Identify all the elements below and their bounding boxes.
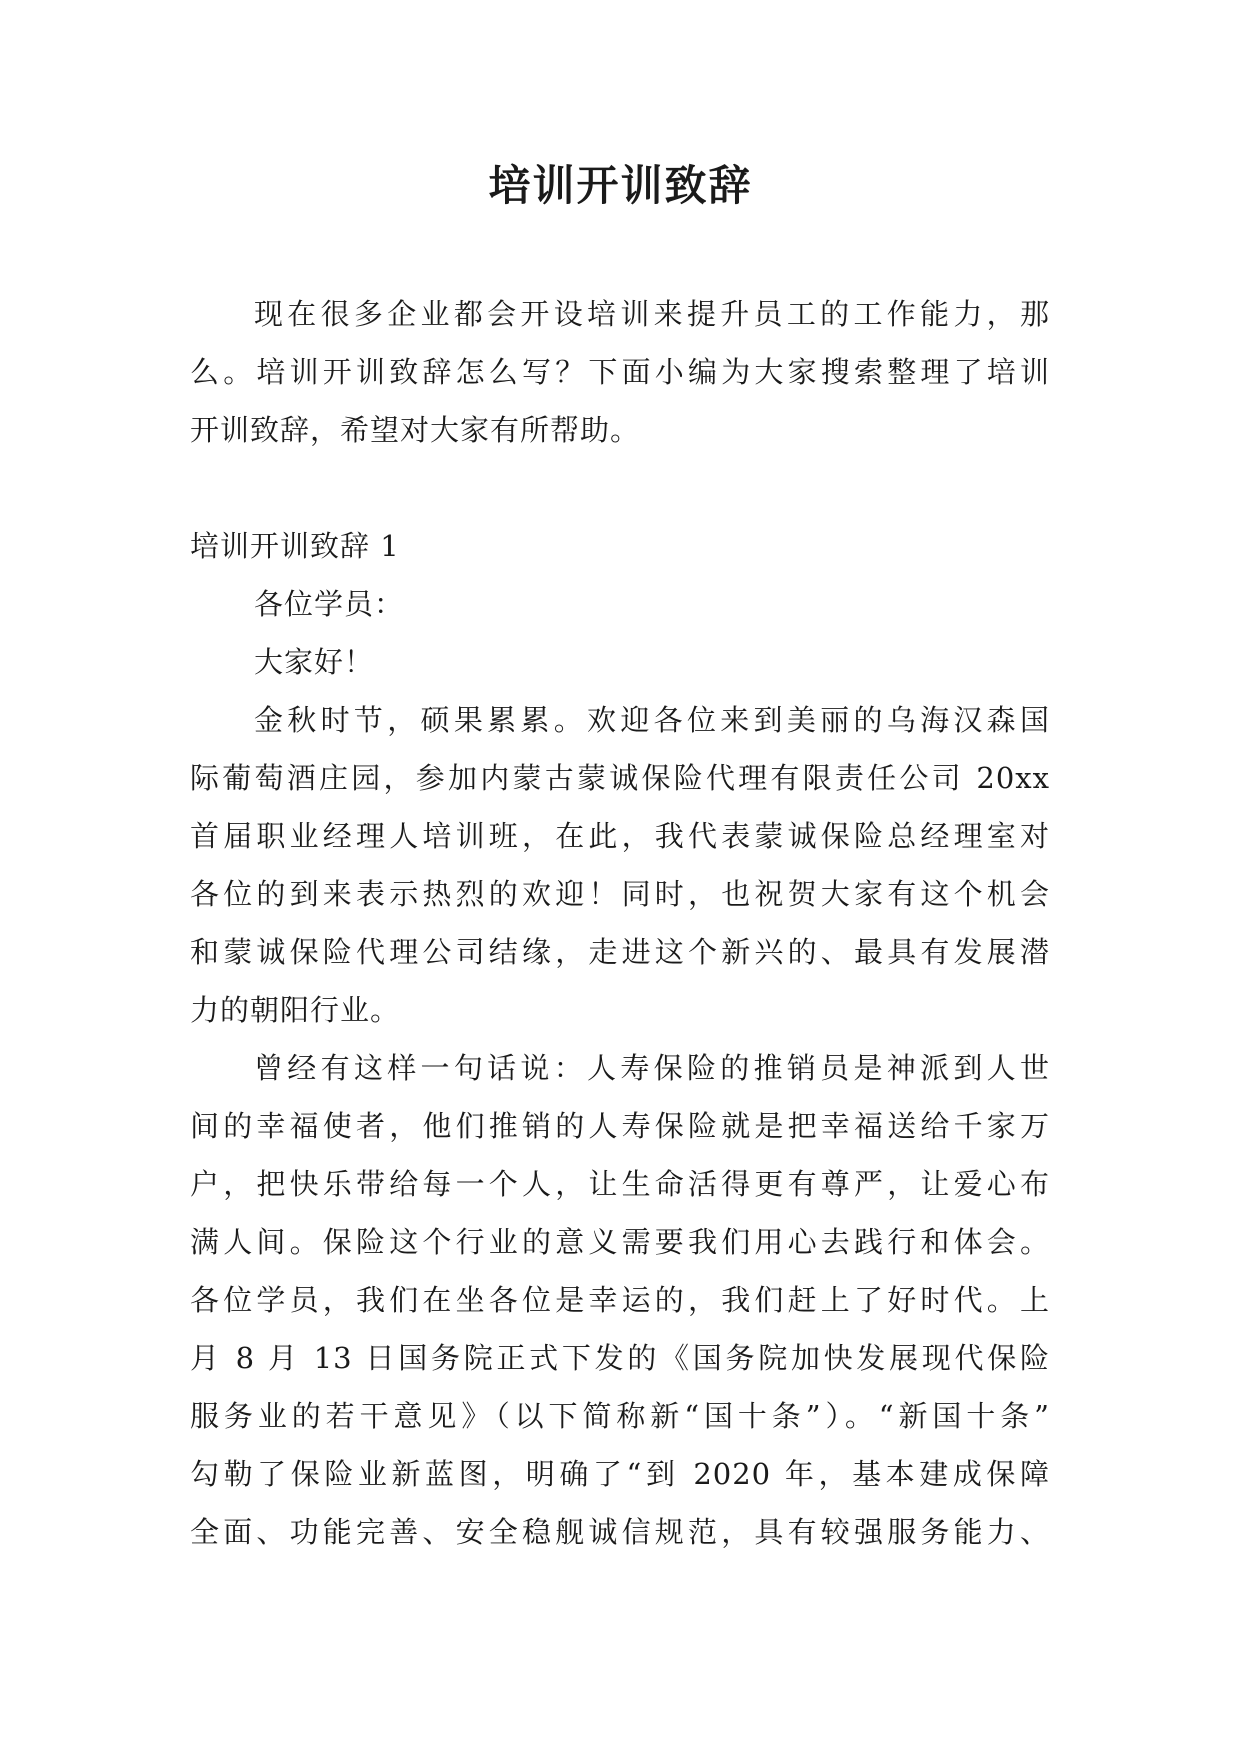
paragraph1-line: 际葡萄酒庄园，参加内蒙古蒙诚保险代理有限责任公司 20xx	[190, 761, 1050, 795]
paragraph1-line: 金秋时节，硕果累累。欢迎各位来到美丽的乌海汉森国	[254, 703, 1050, 737]
section-heading: 培训开训致辞 1	[190, 529, 400, 563]
intro-line: 么。培训开训致辞怎么写？下面小编为大家搜索整理了培训	[190, 355, 1050, 389]
intro-line: 开训致辞，希望对大家有所帮助。	[190, 413, 641, 447]
paragraph2-line: 间的幸福使者，他们推销的人寿保险就是把幸福送给千家万	[190, 1109, 1050, 1143]
paragraph2-line: 满人间。保险这个行业的意义需要我们用心去践行和体会。	[190, 1225, 1050, 1259]
greeting: 大家好！	[254, 645, 375, 679]
paragraph2-line: 勾勒了保险业新蓝图，明确了“到 2020 年，基本建成保障	[190, 1457, 1050, 1491]
paragraph1-line: 首届职业经理人培训班，在此，我代表蒙诚保险总经理室对	[190, 819, 1050, 853]
paragraph2-line: 户，把快乐带给每一个人，让生命活得更有尊严，让爱心布	[190, 1167, 1050, 1201]
document-body	[190, 285, 1050, 1561]
paragraph-gap	[190, 459, 1050, 517]
paragraph2-line: 全面、功能完善、安全稳舰诚信规范，具有较强服务能力、	[190, 1515, 1050, 1549]
paragraph2-line: 月 8 月 13 日国务院正式下发的《国务院加快发展现代保险	[190, 1341, 1050, 1375]
salutation: 各位学员：	[254, 587, 405, 621]
paragraph1-line: 和蒙诚保险代理公司结缘，走进这个新兴的、最具有发展潜	[190, 935, 1050, 969]
paragraph2-line: 曾经有这样一句话说：人寿保险的推销员是神派到人世	[254, 1051, 1050, 1085]
document-title: 培训开训致辞	[488, 161, 753, 210]
paragraph1-line: 各位的到来表示热烈的欢迎！同时，也祝贺大家有这个机会	[190, 877, 1050, 911]
paragraph1-line: 力的朝阳行业。	[190, 993, 401, 1027]
paragraph2-line: 各位学员，我们在坐各位是幸运的，我们赶上了好时代。上	[190, 1283, 1050, 1317]
intro-line: 现在很多企业都会开设培训来提升员工的工作能力，那	[254, 297, 1050, 331]
paragraph2-line: 服务业的若干意见》（以下简称新“国十条”）。“新国十条”	[190, 1399, 1050, 1433]
